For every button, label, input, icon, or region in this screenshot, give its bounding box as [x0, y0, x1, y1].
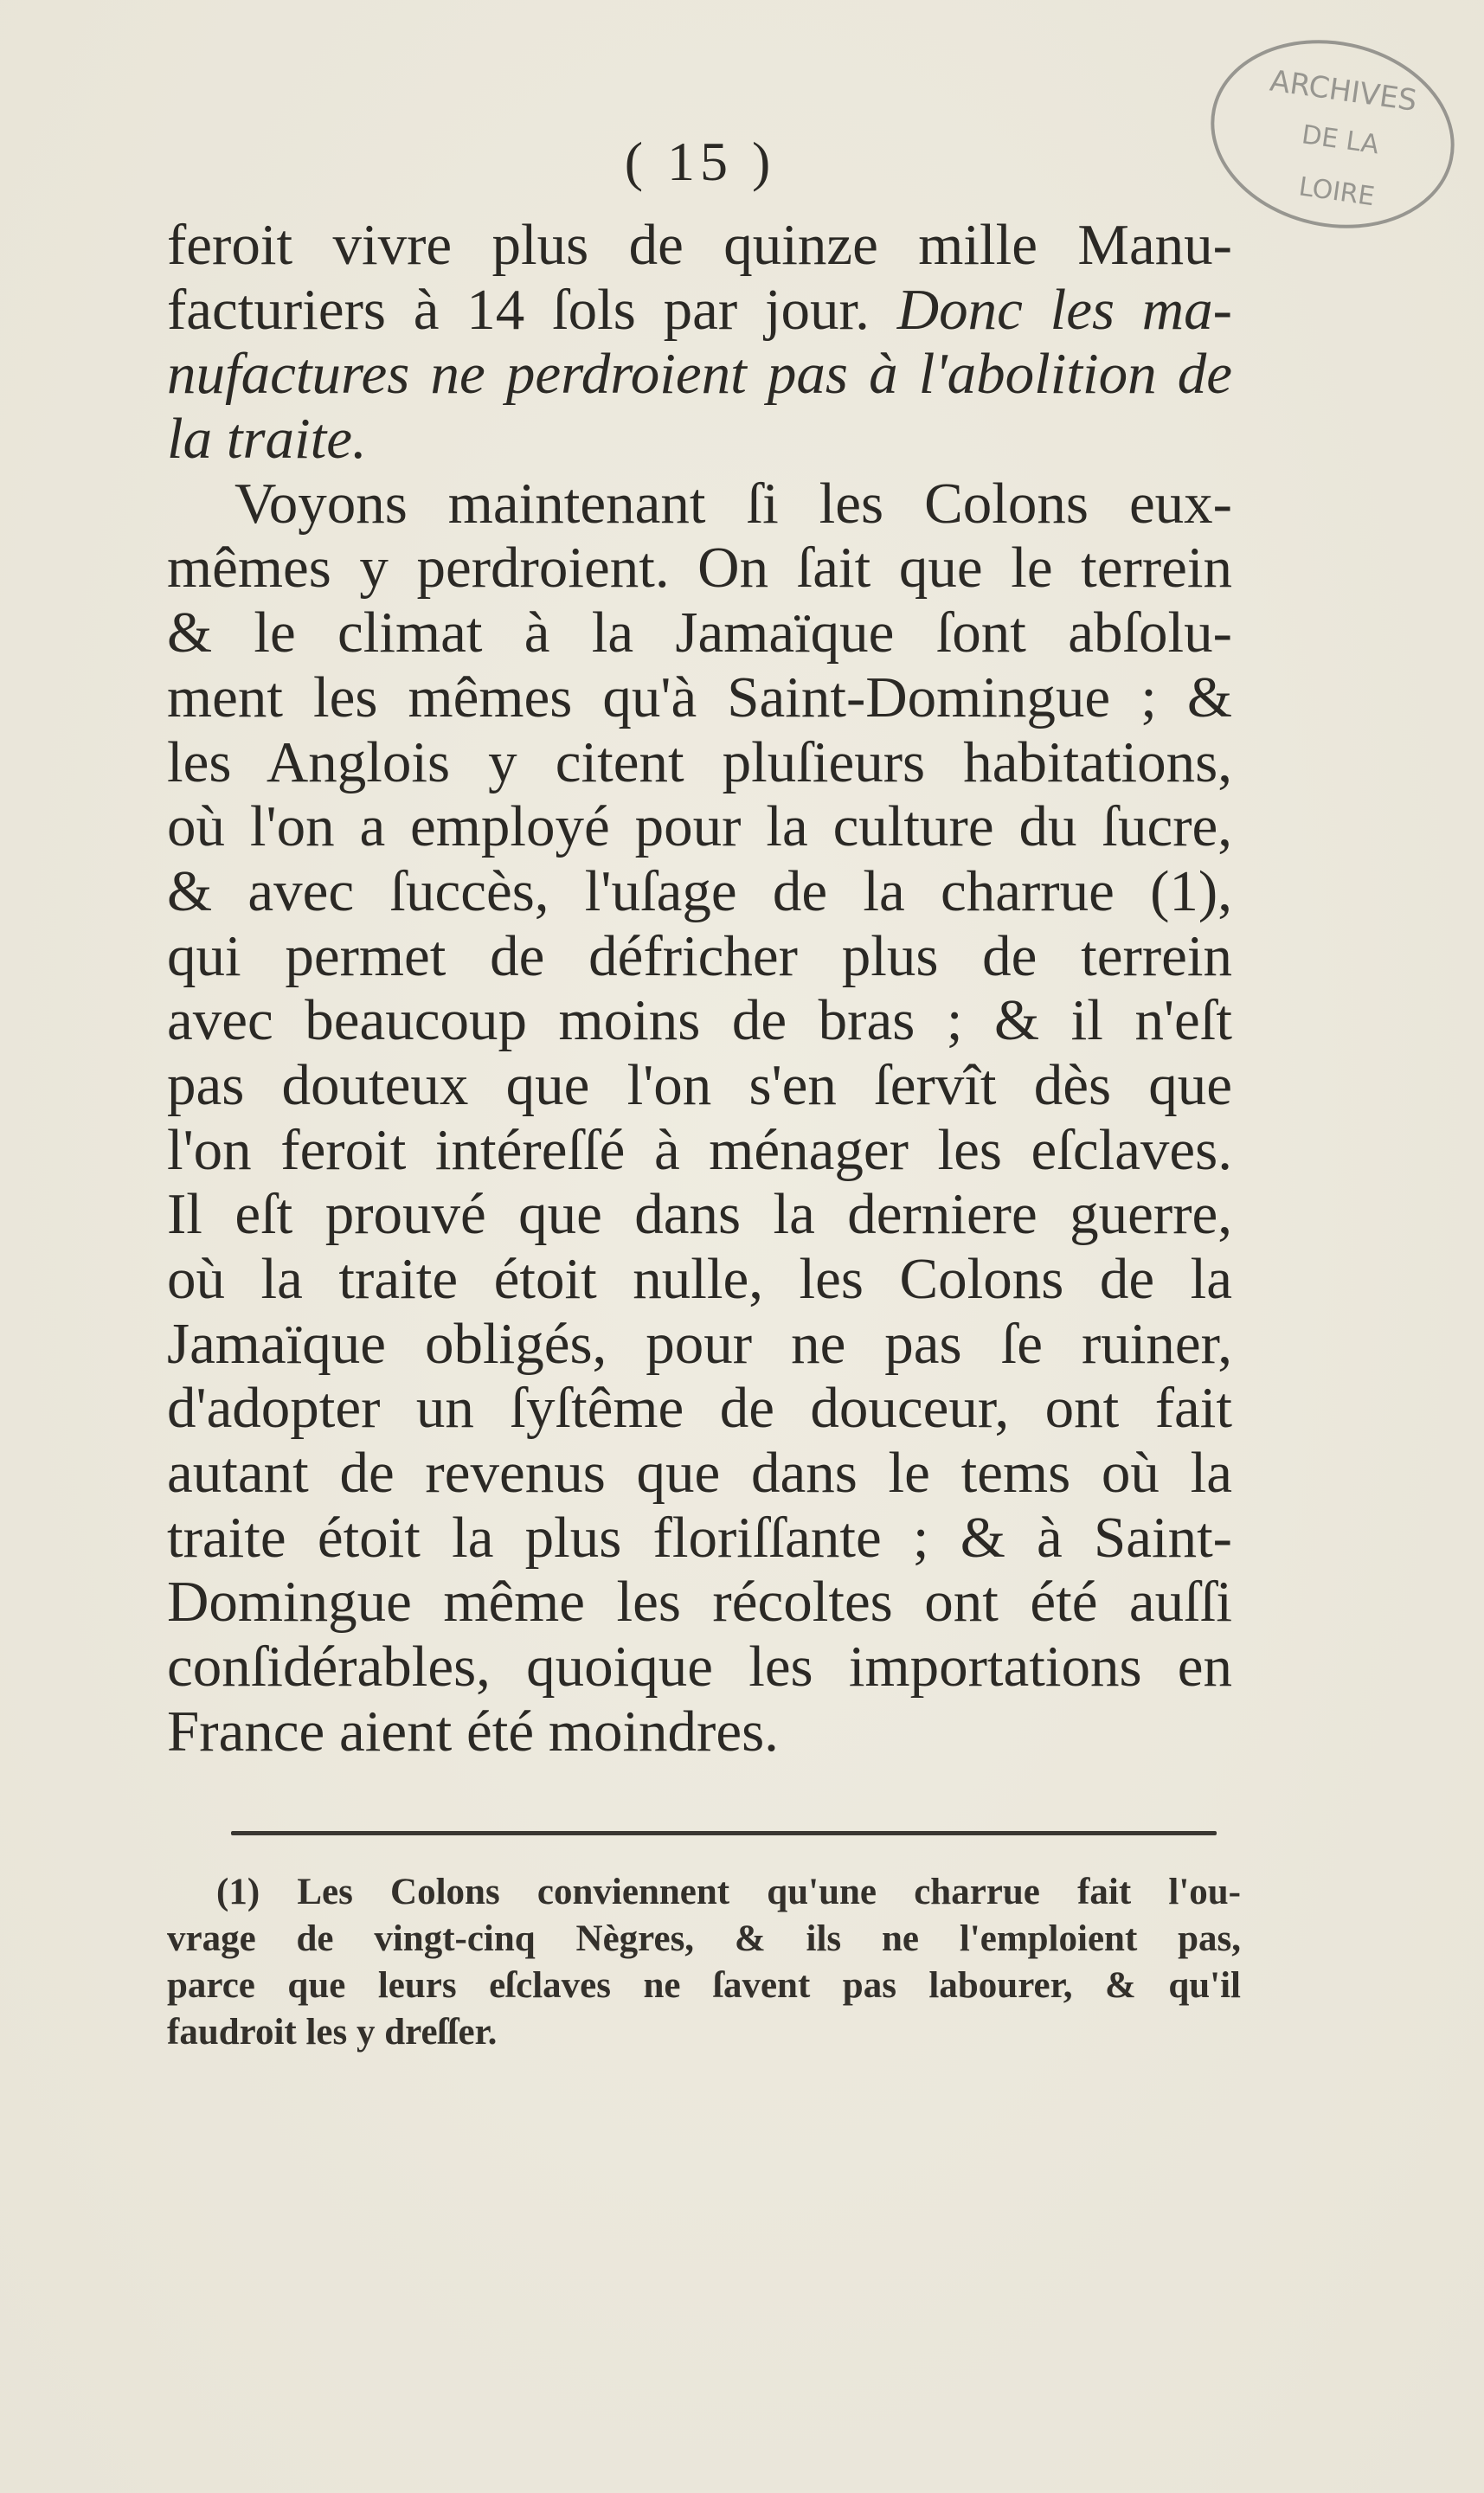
footnote-line: (1) Les Colons conviennent qu'une charrue fait l'ou-	[216, 1872, 1241, 1912]
text-line: où l'on a employé pour la culture du ſucre,	[167, 794, 1232, 859]
text-line: & avec ſuccès, l'uſage de la charrue (1),	[167, 858, 1232, 923]
text-line: Voyons maintenant ſi les Colons eux-	[234, 471, 1232, 536]
text-line: ment les mêmes qu'à Saint-Domingue ; &	[167, 665, 1232, 729]
text-line: feroit vivre plus de quinze mille Manu-	[167, 213, 1232, 277]
svg-text:LOIRE: LOIRE	[1296, 171, 1377, 213]
text-line: pas douteux que l'on s'en ſervît dès que	[167, 1052, 1232, 1117]
footnote-divider	[231, 1831, 1217, 1835]
text-line: les Anglois y citent pluſieurs habitations,	[167, 729, 1232, 794]
archive-stamp	[1190, 26, 1475, 242]
footnote-line: parce que leurs eſclaves ne ſavent pas labourer, & qu'il	[167, 1965, 1241, 2006]
svg-text:DE LA: DE LA	[1300, 119, 1381, 161]
text-line: avec beaucoup moins de bras ; & il n'eſt	[167, 988, 1232, 1053]
text-line: la traite.	[167, 407, 367, 472]
text-line: Domingue même les récoltes ont été auſſi	[167, 1570, 1232, 1635]
text-line: conſidérables, quoique les importations en	[167, 1635, 1232, 1699]
text-line: Il eſt prouvé que dans la derniere guerre,	[167, 1182, 1232, 1247]
text-roman: facturiers à 14 ſols par jour.	[167, 277, 897, 342]
text-line: traite étoit la plus floriſſante ; & à Saint-	[167, 1505, 1232, 1570]
text-line: qui permet de défricher plus de terrein	[167, 923, 1232, 988]
text-line	[167, 278, 1232, 343]
text-line: où la traite étoit nulle, les Colons de la	[167, 1247, 1232, 1311]
body-text	[167, 213, 1232, 1764]
text-line: France aient été moindres.	[167, 1699, 779, 1764]
text-line: d'adopter un ſyſtême de douceur, ont fait	[167, 1376, 1232, 1441]
text-line: & le climat à la Jamaïque ſont abſolu-	[167, 601, 1232, 665]
text-italic: Donc les ma-	[896, 277, 1232, 342]
text-line: nufactures ne perdroient pas à l'abolition de	[167, 342, 1232, 407]
text-line: autant de revenus que dans le tems où la	[167, 1441, 1232, 1506]
text-line: mêmes y perdroient. On ſait que le terrein	[167, 536, 1232, 601]
text-line: Jamaïque obligés, pour ne pas ſe ruiner,	[167, 1311, 1232, 1376]
text-line: l'on feroit intéreſſé à ménager les eſclaves.	[167, 1117, 1232, 1182]
footnote-line: faudroit les y dreſſer.	[167, 2012, 498, 2053]
svg-text:ARCHIVES: ARCHIVES	[1268, 63, 1419, 119]
footnote	[167, 1869, 1241, 2056]
footnote-line: vrage de vingt-cinq Nègres, & ils ne l'emploient pas,	[167, 1918, 1241, 1959]
page-number: ( 15 )	[624, 131, 776, 192]
